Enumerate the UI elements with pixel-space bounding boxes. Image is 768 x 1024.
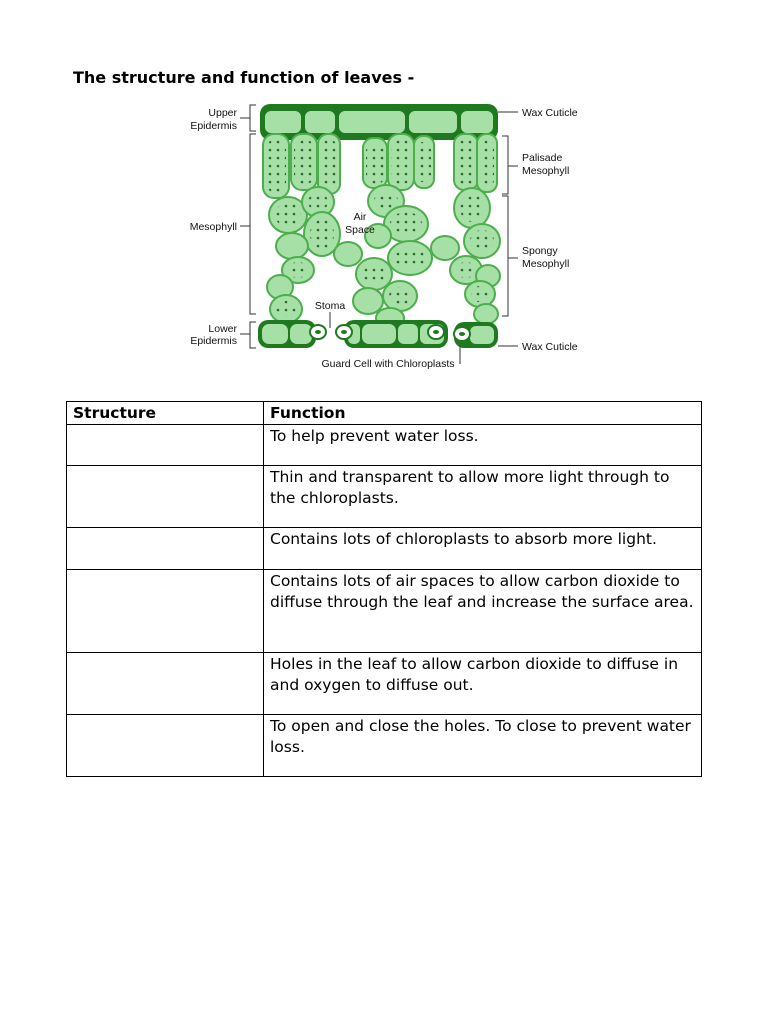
function-cell: To open and close the holes. To close to prevent water loss. [264,715,702,777]
label-wax-cuticle-bottom: Wax Cuticle [522,341,578,353]
label-mesophyll: Mesophyll [189,221,237,233]
label-lower-epidermis-1: Lower [208,323,237,335]
function-cell: Holes in the leaf to allow carbon dioxide to diffuse in and oxygen to diffuse out. [264,653,702,715]
table-row [67,425,702,466]
label-spongy-1: Spongy [522,245,558,257]
table-row [67,653,702,715]
header-structure: Structure [67,402,264,425]
structure-cell[interactable] [67,570,264,653]
label-spongy-2: Mesophyll [522,258,570,270]
label-upper-epidermis-2: Epidermis [190,120,237,132]
label-wax-cuticle-top: Wax Cuticle [522,107,578,119]
function-cell: To help prevent water loss. [264,425,702,466]
structure-function-table [66,401,702,777]
structure-cell[interactable] [67,466,264,528]
page-title: The structure and function of leaves - [73,68,415,87]
table-row [67,570,702,653]
label-air-1: Air [353,211,367,223]
spongy-mesophyll [267,185,500,328]
label-palisade-2: Mesophyll [522,165,570,177]
structure-cell[interactable] [67,653,264,715]
structure-cell[interactable] [67,425,264,466]
structure-cell[interactable] [67,528,264,570]
table-header-row [67,402,702,425]
header-function: Function [264,402,702,425]
label-air-2: Space [345,224,375,236]
function-cell: Thin and transparent to allow more light through to the chloroplasts. [264,466,702,528]
table-row [67,528,702,570]
table-row [67,715,702,777]
label-stoma: Stoma [314,300,346,312]
structure-cell[interactable] [67,715,264,777]
label-upper-epidermis-1: Upper [208,107,237,119]
function-cell: Contains lots of chloroplasts to absorb more light. [264,528,702,570]
label-guard-cell: Guard Cell with Chloroplasts [321,358,455,370]
label-lower-epidermis-2: Epidermis [190,335,237,347]
leaf-cross-section-diagram [170,98,600,378]
function-cell: Contains lots of air spaces to allow carbon dioxide to diffuse through the leaf and increase the surface area. [264,570,702,653]
table-row [67,466,702,528]
label-palisade-1: Palisade [522,152,563,164]
